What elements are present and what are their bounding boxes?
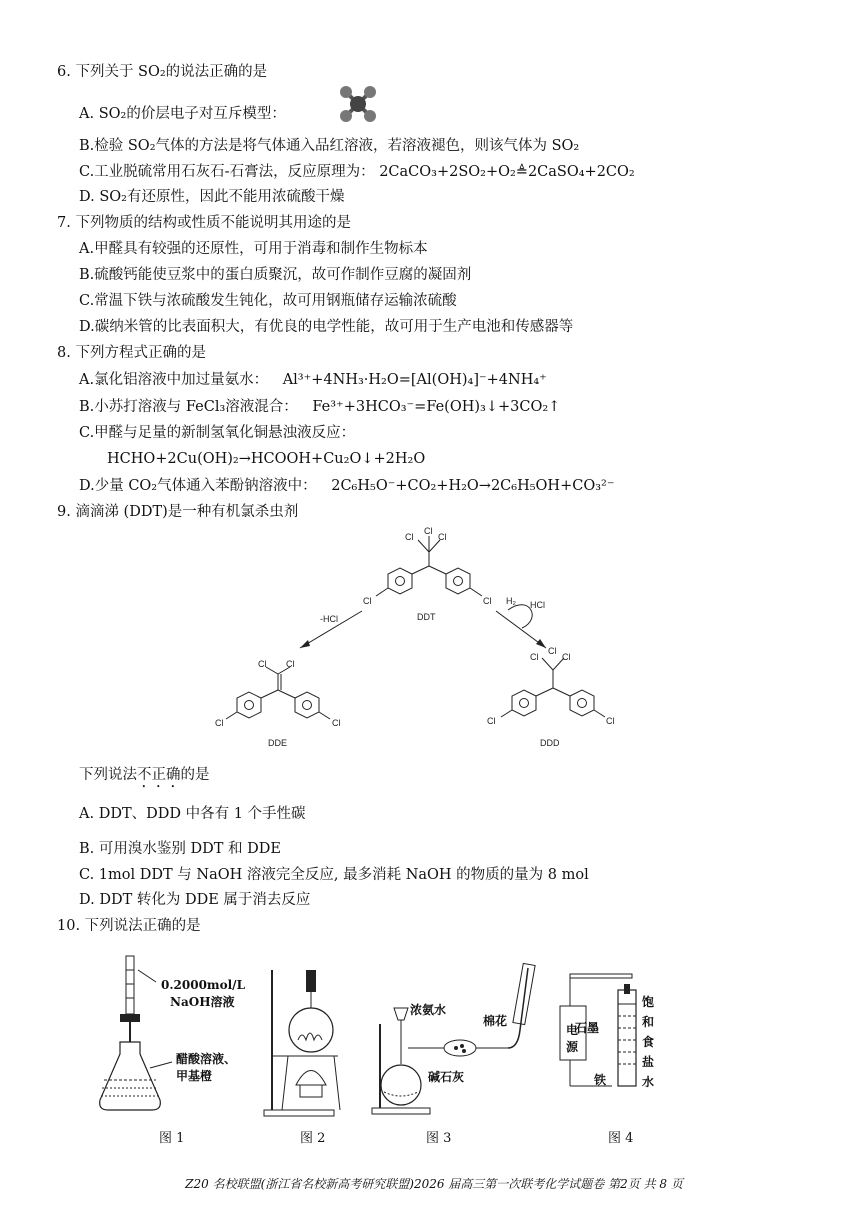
curved-arrow bbox=[508, 605, 532, 628]
q6-stem: 6. 下列关于 SO₂的说法正确的是 bbox=[57, 64, 268, 80]
elimination-arrowhead bbox=[300, 640, 310, 648]
q8-a-equation: Al³⁺+4NH₃·H₂O=[Al(OH)₄]⁻+4NH₄⁺ bbox=[282, 372, 547, 388]
q7-option-c: C.常温下铁与浓硫酸发生钝化，故可用钢瓶储存运输浓硫酸 bbox=[79, 293, 457, 309]
q7-option-b: B.硫酸钙能使豆浆中的蛋白质聚沉，故可作制作豆腐的凝固剂 bbox=[79, 267, 472, 283]
dde-label: DDE bbox=[268, 738, 288, 748]
q8-d-equation: 2C₆H₅O⁻+CO₂+H₂O→2C₆H₅OH+CO₃²⁻ bbox=[331, 478, 615, 494]
fig1-label: 图 1 bbox=[159, 1131, 185, 1146]
q9-sub-stem-emphasis: 不正确 bbox=[137, 767, 181, 783]
q6-option-d: D. SO₂有还原性，因此不能用浓硫酸干燥 bbox=[79, 189, 345, 205]
dde-cl-left: Cl bbox=[258, 659, 267, 669]
ddd-cl-ring1: Cl bbox=[487, 716, 496, 726]
fig4-power-1: 电 bbox=[566, 1023, 579, 1037]
fig4-solution-4: 盐 bbox=[642, 1055, 655, 1069]
ddt-reaction-scheme bbox=[200, 524, 660, 759]
q9-sub-stem bbox=[79, 765, 210, 791]
dde-cl-right: Cl bbox=[286, 659, 295, 669]
q6-option-a: A. SO₂的价层电子对互斥模型： bbox=[79, 106, 286, 122]
ddt-label: DDT bbox=[417, 612, 436, 622]
q8-option-d bbox=[79, 476, 615, 496]
fig3-top-label: 浓氨水 bbox=[410, 1003, 447, 1017]
q9-option-c: C. 1mol DDT 与 NaOH 溶液完全反应, 最多消耗 NaOH 的物质的量为 8 mol bbox=[79, 867, 589, 883]
fig4-label: 图 4 bbox=[608, 1131, 634, 1146]
ddd-cl-ring2: Cl bbox=[606, 716, 615, 726]
q9-sub-stem-b: 的是 bbox=[180, 767, 210, 783]
ddd-structure bbox=[501, 658, 605, 717]
q8-option-a bbox=[79, 370, 547, 390]
fig4-power-2: 源 bbox=[566, 1040, 579, 1054]
ddd-cl-top: Cl bbox=[548, 646, 557, 656]
q8-b-equation: Fe³⁺+3HCO₃⁻=Fe(OH)₃↓+3CO₂↑ bbox=[312, 399, 561, 415]
q6-option-b: B.检验 SO₂气体的方法是将气体通入品红溶液，若溶液褪色，则该气体为 SO₂ bbox=[79, 138, 580, 154]
ddt-cl-top: Cl bbox=[424, 526, 433, 536]
ddt-cl-right: Cl bbox=[438, 532, 447, 542]
reduction-arrowhead bbox=[536, 639, 546, 648]
ddt-cl-ring1: Cl bbox=[363, 596, 372, 606]
q8-a-label: A.氯化铝溶液中加过量氨水： bbox=[79, 372, 269, 388]
fig4-solution-5: 水 bbox=[642, 1075, 655, 1089]
ddd-cl-left: Cl bbox=[530, 652, 539, 662]
q8-option-b bbox=[79, 397, 560, 417]
q8-option-c-label: C.甲醛与足量的新制氢氧化铜悬浊液反应： bbox=[79, 425, 356, 441]
dde-cl-ring2: Cl bbox=[332, 718, 341, 728]
ddt-structure bbox=[376, 536, 482, 596]
q7-option-d: D.碳纳米管的比表面积大，有优良的电学性能，故可用于生产电池和传感器等 bbox=[79, 319, 574, 335]
dde-structure bbox=[226, 667, 330, 719]
q8-stem: 8. 下列方程式正确的是 bbox=[57, 345, 206, 361]
fig4-electrode-2: 铁 bbox=[594, 1073, 607, 1087]
so2-vsepr-model-icon bbox=[336, 82, 380, 126]
q8-option-c-equation: HCHO+2Cu(OH)₂→HCOOH+Cu₂O↓+2H₂O bbox=[107, 451, 426, 467]
fig3-label: 图 3 bbox=[426, 1131, 452, 1146]
ddd-label: DDD bbox=[540, 738, 560, 748]
fig4-solution-1: 饱 bbox=[642, 995, 655, 1009]
ddd-cl-right: Cl bbox=[562, 652, 571, 662]
ddt-cl-left: Cl bbox=[405, 532, 414, 542]
q8-d-label: D.少量 CO₂气体通入苯酚钠溶液中： bbox=[79, 478, 317, 494]
fig3-right-label: 棉花 bbox=[483, 1014, 508, 1028]
fig1-flask-line2: 甲基橙 bbox=[176, 1069, 213, 1083]
fig4-electrode-1: 石墨 bbox=[575, 1021, 600, 1035]
fig4-solution-3: 食 bbox=[642, 1035, 655, 1049]
fig1-flask-line1: 醋酸溶液、 bbox=[176, 1052, 237, 1066]
q9-option-d: D. DDT 转化为 DDE 属于消去反应 bbox=[79, 892, 311, 908]
fig4-solution-2: 和 bbox=[642, 1015, 655, 1029]
fig3-bottom-label: 碱石灰 bbox=[428, 1070, 465, 1084]
fig1-reagent-line2: NaOH溶液 bbox=[170, 995, 235, 1009]
q6-option-c: C.工业脱硫常用石灰石-石膏法，反应原理为： 2CaCO₃+2SO₂+O₂≜2CaSO₄+2CO₂ bbox=[79, 164, 635, 180]
fig1-reagent-line1: 0.2000mol/L bbox=[161, 978, 246, 992]
dde-cl-ring1: Cl bbox=[215, 718, 224, 728]
q9-option-a: A. DDT、DDD 中各有 1 个手性碳 bbox=[79, 806, 306, 822]
left-arrow-label: -HCl bbox=[320, 614, 338, 624]
q10-stem: 10. 下列说法正确的是 bbox=[57, 918, 201, 934]
q8-b-label: B.小苏打溶液与 FeCl₃溶液混合： bbox=[79, 399, 298, 415]
q9-option-b: B. 可用溴水鉴别 DDT 和 DDE bbox=[79, 841, 281, 857]
ddt-cl-ring2: Cl bbox=[483, 596, 492, 606]
figure-3-ammonia-apparatus bbox=[368, 960, 548, 1120]
q9-sub-stem-a: 下列说法 bbox=[79, 767, 137, 783]
right-arrow-in: H₂ bbox=[506, 596, 516, 606]
figure-1-titration bbox=[98, 950, 258, 1120]
q7-stem: 7. 下列物质的结构或性质不能说明其用途的是 bbox=[57, 215, 351, 231]
figure-2-heating-apparatus bbox=[258, 960, 358, 1120]
q7-option-a: A.甲醛具有较强的还原性，可用于消毒和制作生物标本 bbox=[79, 241, 428, 257]
q9-stem: 9. 滴滴涕 (DDT)是一种有机氯杀虫剂 bbox=[57, 504, 299, 520]
fig2-label: 图 2 bbox=[300, 1131, 326, 1146]
right-arrow-out: HCl bbox=[530, 600, 545, 610]
page-footer: Z20 名校联盟(浙江省名校新高考研究联盟)2026 届高三第一次联考化学试题卷 第2页 共 8 页 bbox=[185, 1177, 683, 1191]
